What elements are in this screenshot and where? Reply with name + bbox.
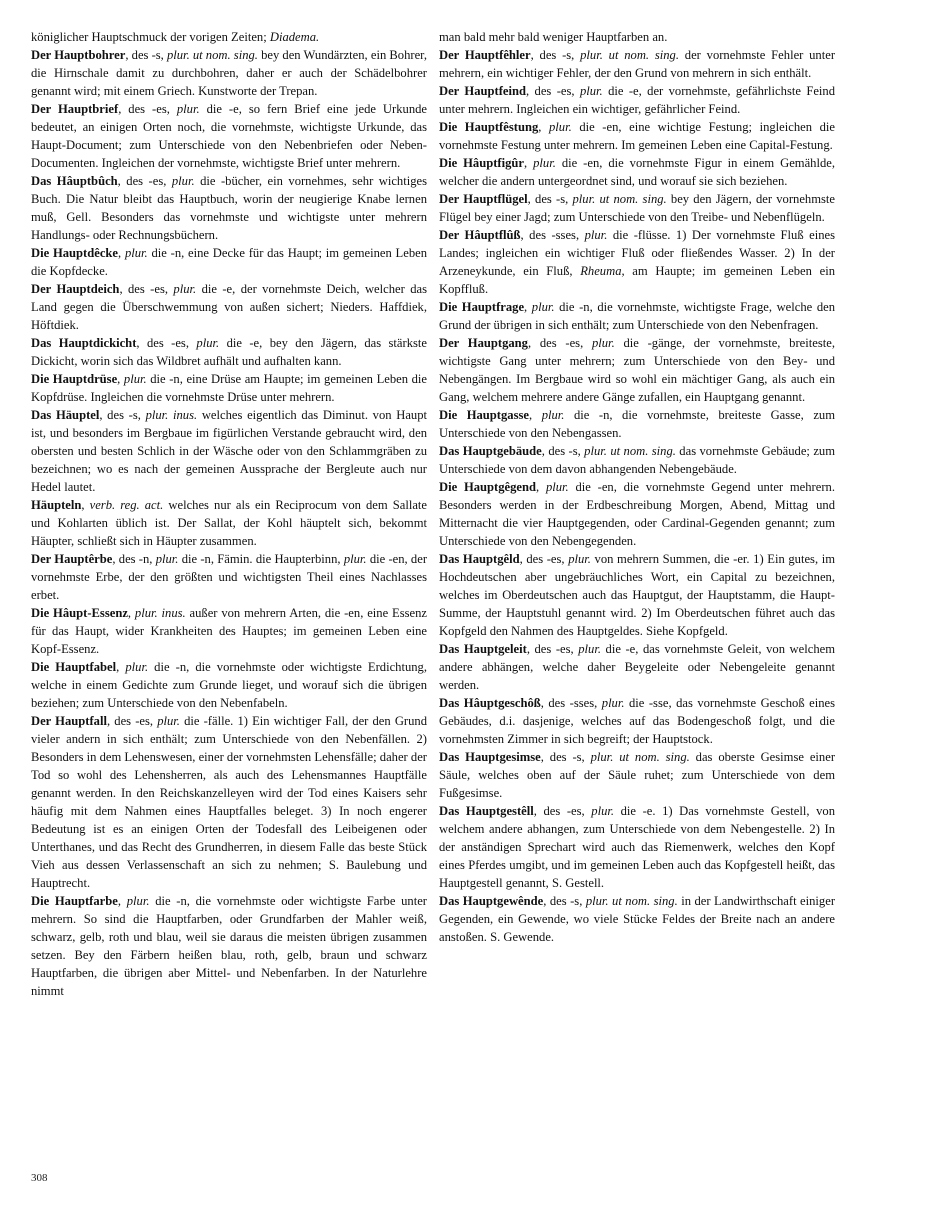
entry-grammar-note: plur. inus. <box>134 606 186 620</box>
entry-text: die -flüsse. 1) Der vornehmste Fluß eines Landes; ingleichen ein wichtiger Fluß oder fließendes Wasser. 2) In der Arzeneykunde, ein Fluß, <box>439 228 835 278</box>
entry-headword: Der Hauptbohrer <box>31 48 126 62</box>
entry-text: die -n, die vornehmste oder wichtigste Erdichtung, welche in einem Gedichte zum Grunde lieget, und worauf sich die übrigen beziehen; zum Unterschiede von den Nebenfabeln. <box>31 660 427 710</box>
entry-headword: Das Hauptgeleit <box>439 642 527 656</box>
entry-text: die -bücher, ein vornehmes, sehr wichtiges Buch. Die Natur bleibt das Hauptbuch, worin der neugierige Knabe lernen muß, Gell. Besonders das vornehmste und wichtigste unter mehrern Handlungs- oder Rechnungsbüchern. <box>31 174 428 242</box>
entry-grammar-note: plur. <box>126 894 150 908</box>
entry-grammar-note: plur. <box>124 246 148 260</box>
entry-text: die -e, so fern Brief eine jede Urkunde bedeutet, an einigen Orten noch, die vornehmste, wichtigste Urkunde, das Haupt-Document; zum Unterschiede von den Nebenbriefen oder Neben-Documenten. Ingleichen der vornehmste, wichtigste Brief unter mehrern. <box>31 102 427 170</box>
entry-text: die -n, die vornehmste oder wichtigste Farbe unter mehrern. So sind die Hauptfarben, oder Grundfarben der Mahler weiß, schwarz, gelb, roth und blau, weil sie daraus die meisten übrigen zusammen setzen. Bey den Färbern heißen blau, roth, gelb, braun und schwarz Hauptfarben, die übrigen aber Mittel- und Nebenfarben. In der Naturlehre nimmt <box>31 894 428 998</box>
dictionary-entry <box>31 892 427 1000</box>
entry-text: die -en, die vornehmste Gegend unter mehrern. Besonders werden in der Erdbeschreibung Morgen, Abend, Mittag und Mitternacht die vier Hauptgegenden, oder Cardinal-Gegenden genannt; zum Unterschiede von den Nebengegenden. <box>439 480 835 548</box>
entry-grammar-note: plur. <box>533 156 556 170</box>
dictionary-entry <box>31 658 427 712</box>
entry-grammar-note: plur. <box>171 174 195 188</box>
entry-headword: Das Hauptgesimse <box>439 750 541 764</box>
entry-headword: Das Hauptgestêll <box>439 804 534 818</box>
entry-grammar-note: plur. <box>123 372 147 386</box>
entry-text: die -n, die vornehmste, breiteste Gasse, zum Unterschiede von den Nebengassen. <box>439 408 836 440</box>
entry-grammar-note: plur. <box>601 696 625 710</box>
dictionary-entry <box>31 172 427 244</box>
entry-grammar-note: plur. <box>578 642 601 656</box>
dictionary-entry <box>439 694 835 748</box>
entry-headword: Der Hauptbrief <box>31 102 119 116</box>
entry-text: , <box>81 498 90 512</box>
entry-headword: Der Hauptflügel <box>439 192 528 206</box>
entry-grammar-note: plur. ut nom. sing. <box>585 894 678 908</box>
entry-grammar-note: plur. <box>541 408 565 422</box>
entry-grammar-note: plur. <box>343 552 367 566</box>
entry-headword: Häupteln <box>31 498 82 512</box>
entry-text: bey den Jägern, der vornehmste Flügel bey einer Jagd; zum Unterschiede von den Treibe- und Nebenflügeln. <box>439 192 836 224</box>
entry-headword: Der Hauptêrbe <box>31 552 113 566</box>
entry-headword: Der Hauptfall <box>31 714 107 728</box>
dictionary-entry <box>439 640 835 694</box>
entry-grammar-note: plur. <box>591 336 615 350</box>
entry-text: die -fälle. 1) Ein wichtiger Fall, der den Grund vieler andern in sich enthält; zum Unterschiede von den Nebenfällen. 2) Besonders in dem Lehenswesen, einer der vornehmsten Lehensfälle; daher der Tod so wohl des Lehensherren, als auch des Lehensmannes Hauptfälle genannt werden. In den Reichskanzelleyen wird der Tod eines Kaisers sehr häufig mit dem Nahmen eines Hauptfalles beleget. 3) In noch engerer Bedeutung ist es an einigen Orten der Todesfall des Leibeigenen oder Unterthanes, und das Recht des Grundherren, in diesem Falle das beste Stück Vieh aus dessen Verlassenschaft an sich zu nehmen; S. Baulebung und Hauptrecht. <box>31 714 428 890</box>
entry-headword: Die Hauptgasse <box>439 408 529 422</box>
entry-headword: Das Hâuptgeschôß <box>439 696 541 710</box>
entry-text: die -e, der vornehmste Deich, welcher das Land gegen die Überschwemmung von außen sichert; Nieders. Haffdiek, Höftdiek. <box>31 282 427 332</box>
entry-headword: Das Hauptgêld <box>439 552 520 566</box>
dictionary-entry <box>439 748 835 802</box>
entry-text: , des -s, <box>99 408 146 422</box>
entry-text: die -e, der vornehmste, gefährlichste Feind unter mehrern. Ingleichen ein wichtiger, gefährlicher Feind. <box>439 84 835 116</box>
entry-text: , <box>524 156 534 170</box>
entry-text: , des -es, <box>526 84 580 98</box>
entry-grammar-note: Diadema. <box>269 30 320 44</box>
entry-text: von mehrern Summen, die -er. 1) Ein gutes, im Hochdeutschen aber ungebräuchliches Wort, ein Capital zu bezeichnen, welches im Oberdeutschen auch das Hauptgut, der Hauptstamm, die Haupt-Summe, der Hauptstuhl genannt wird. 2) Im Oberdeutschen führet auch das Kopfgeld den Nahmen des Hauptgeldes. Siehe Kopfgeld. <box>439 552 835 638</box>
entry-text: die -n, eine Drüse am Haupte; im gemeinen Leben die Kopfdrüse. Ingleichen die vornehmste Drüse unter mehrern. <box>31 372 428 404</box>
entry-text: , des -es, <box>526 642 579 656</box>
entry-text: welches nur als ein Reciprocum von dem Sallate und Kohlarten üblich ist. Der Sallat, der Kohl häuptelt sich, bekommt Häupter, schließt sich in Häupter zusammen. <box>31 498 428 548</box>
entry-text: , <box>536 480 546 494</box>
dictionary-entry <box>439 406 835 442</box>
entry-grammar-note: plur. inus. <box>145 408 198 422</box>
entry-headword: Die Hauptfarbe <box>31 894 118 908</box>
entry-grammar-note: verb. reg. act. <box>89 498 164 512</box>
dictionary-entry <box>439 28 835 46</box>
dictionary-entry <box>31 406 427 496</box>
entry-grammar-note: plur. <box>176 102 200 116</box>
dictionary-entry <box>31 550 427 604</box>
entry-grammar-note: plur. ut nom. sing. <box>166 48 258 62</box>
dictionary-entry <box>439 442 835 478</box>
right-column <box>439 28 835 946</box>
dictionary-entry <box>31 370 427 406</box>
dictionary-entry <box>439 478 835 550</box>
entry-text: die -n, die vornehmste, wichtigste Frage, welche den Grund der übrigen in sich enthält; zum Unterschiede von den Nebenfragen. <box>439 300 836 332</box>
entry-text: , <box>118 246 125 260</box>
entry-grammar-note: plur. ut nom. sing. <box>572 192 667 206</box>
entry-headword: Die Hâuptfigûr <box>439 156 525 170</box>
entry-grammar-note: plur. <box>531 300 555 314</box>
dictionary-entry <box>31 604 427 658</box>
entry-text: , des -es, <box>119 282 174 296</box>
dictionary-entry <box>439 334 835 406</box>
entry-grammar-note: plur. ut nom. sing. <box>584 444 676 458</box>
entry-text: , des -es, <box>118 102 177 116</box>
dictionary-entry <box>439 550 835 640</box>
dictionary-entry <box>439 82 835 118</box>
entry-text: , des -sses, <box>540 696 602 710</box>
entry-text: , <box>116 660 126 674</box>
entry-headword: Die Hauptfabel <box>31 660 117 674</box>
entry-text: welches eigentlich das Diminut. von Haupt ist, und besonders im Bergbaue im figürlichen Verstande gebraucht wird, den obersten und besten Schlich in der Wäsche oder von den Schlammgräben zu bezeichnen; wo es nach der gemeinen Aussprache der Bergleute auch nur Hedel lautet. <box>31 408 428 494</box>
entry-text: die -sse, das vornehmste Geschoß eines Gebäudes, d.i. dasjenige, welches auf das Bodengeschoß folgt, und die vornehmsten Zimmer in sich begreift; der Hauptstock. <box>439 696 835 746</box>
dictionary-entry <box>31 334 427 370</box>
entry-text: , <box>117 894 127 908</box>
entry-grammar-note: plur. ut nom. sing. <box>580 48 679 62</box>
entry-text: man bald mehr bald weniger Hauptfarben an. <box>439 30 668 44</box>
entry-text: die -e, das vornehmste Geleit, von welchem andere abhängen, welche daher Beygeleite oder Nebengeleite genannt werden. <box>439 642 836 692</box>
dictionary-entry <box>31 712 427 892</box>
entry-text: , des -s, <box>530 48 581 62</box>
entry-headword: Der Hauptfêhler <box>439 48 531 62</box>
entry-text: am Haupte; im gemeinen Leben ein Kopffluß. <box>439 264 835 296</box>
entry-text: das vornehmste Gebäude; zum Unterschiede von dem davon abhangenden Nebengebäude. <box>439 444 835 476</box>
dictionary-entry <box>31 280 427 334</box>
entry-text: die -n, Fämin. die Haupterbinn, <box>178 552 344 566</box>
entry-text: , des -s, <box>540 750 591 764</box>
entry-text: das oberste Gesimse einer Säule, welches oben auf der Säule ruhet; zum Unterschiede von dem Fußgesimse. <box>439 750 836 800</box>
entry-text: , <box>538 120 549 134</box>
entry-grammar-note: plur. <box>568 552 591 566</box>
entry-headword: Das Häuptel <box>31 408 100 422</box>
entry-text: die -en, die vornehmste Figur in einem Gemählde, welcher die andern untergeordnet sind, und worauf sie sich beziehen. <box>439 156 836 188</box>
entry-text: , <box>127 606 135 620</box>
entry-text: bey den Wundärzten, ein Bohrer, die Hirnschale damit zu durchbohren, daher er auch der Schädelbohrer genannt wird; mit einem Griech. Kunstworte der Trepan. <box>31 48 427 98</box>
entry-grammar-note: plur. <box>155 552 179 566</box>
dictionary-entry <box>439 46 835 82</box>
entry-grammar-note: plur. <box>545 480 569 494</box>
entry-grammar-note: plur. <box>584 228 608 242</box>
entry-text: , des -es, <box>533 804 592 818</box>
entry-grammar-note: Rheuma, <box>580 264 625 278</box>
entry-text: in der Landwirthschaft einiger Gegenden, ein Gewende, wo viele Stücke Feldes der Breite nach an andere anstoßen. S. Gewende. <box>439 894 836 944</box>
entry-text: , des -es, <box>519 552 569 566</box>
entry-grammar-note: plur. <box>157 714 180 728</box>
entry-text: , <box>524 300 532 314</box>
dictionary-entry <box>31 28 427 46</box>
entry-headword: Die Hauptgêgend <box>439 480 537 494</box>
entry-text: außer von mehrern Arten, die -en, eine Essenz für das Haupt, wider Krankheiten des Hauptes; im gemeinen Leben eine Kopf-Essenz. <box>31 606 427 656</box>
entry-text: die -en, der vornehmste Erbe, der den größten und wichtigsten Theil eines Nachlasses erbet. <box>31 552 428 602</box>
entry-text: die -gänge, der vornehmste, breiteste, wichtigste Gang unter mehrern; zum Unterschiede von den Bey- und Nebengängen. Im Bergbaue wird so wohl ein mächtiger Gang, als auch ein Gang, welchem mehrere andere Gänge zufallen, ein Hauptgang genannt. <box>439 336 835 404</box>
dictionary-entry <box>439 154 835 190</box>
dictionary-entry <box>31 100 427 172</box>
entry-text: die -e. 1) Das vornehmste Gestell, von welchem andere abhangen, zum Unterschiede von dem Nebengestelle. 2) In der anständigen Sprechart wird auch das Riemenwerk, welches den Kopf eines Pferdes umgibt, und im gemeinen Leben auch das Kopfgestell heißt, das Hauptgestell genannt, S. Gestell. <box>439 804 835 890</box>
entry-headword: Das Hauptdickicht <box>31 336 137 350</box>
left-column <box>31 28 427 1000</box>
entry-headword: Die Hauptdêcke <box>31 246 119 260</box>
dictionary-entry <box>31 244 427 280</box>
entry-text: königlicher Hauptschmuck der vorigen Zeiten; <box>31 30 270 44</box>
entry-text: die -e, bey den Jägern, das stärkste Dickicht, worin sich das Wildbret aufhält und aufhalten kann. <box>31 336 428 368</box>
entry-headword: Das Hauptgebäude <box>439 444 542 458</box>
entry-headword: Die Hauptfrage <box>439 300 525 314</box>
entry-grammar-note: plur. <box>196 336 220 350</box>
entry-text: , des -s, <box>541 444 585 458</box>
entry-grammar-note: plur. <box>173 282 197 296</box>
dictionary-entry <box>439 892 835 946</box>
entry-text: , des -s, <box>527 192 573 206</box>
entry-text: , des -n, <box>112 552 156 566</box>
entry-headword: Das Hâuptbûch <box>31 174 118 188</box>
entry-text: die -n, eine Decke für das Haupt; im gemeinen Leben die Kopfdecke. <box>31 246 428 278</box>
entry-grammar-note: plur. <box>579 84 603 98</box>
dictionary-entry <box>439 226 835 298</box>
entry-grammar-note: plur. <box>591 804 615 818</box>
entry-headword: Der Hâuptflûß <box>439 228 521 242</box>
entry-text: der vornehmste Fehler unter mehrern, ein wichtiger Fehler, der den Grund von mehrern in sich enthält. <box>439 48 836 80</box>
dictionary-entry <box>31 46 427 100</box>
dictionary-entry <box>439 118 835 154</box>
entry-text: , des -sses, <box>520 228 585 242</box>
entry-headword: Die Hâupt-Essenz <box>31 606 128 620</box>
entry-text: , <box>117 372 124 386</box>
dictionary-entry <box>439 802 835 892</box>
entry-text: , des -es, <box>117 174 172 188</box>
entry-headword: Der Hauptfeind <box>439 84 527 98</box>
page-number: 308 <box>31 1172 48 1184</box>
dictionary-entry <box>439 298 835 334</box>
entry-text: , des -es, <box>106 714 158 728</box>
entry-grammar-note: plur. <box>548 120 572 134</box>
entry-headword: Der Hauptgang <box>439 336 528 350</box>
entry-text: , <box>529 408 542 422</box>
dictionary-entry <box>31 496 427 550</box>
entry-headword: Der Hauptdeich <box>31 282 120 296</box>
entry-headword: Die Hauptfêstung <box>439 120 539 134</box>
dictionary-entry <box>439 190 835 226</box>
entry-grammar-note: plur. <box>125 660 149 674</box>
entry-text: die -en, eine wichtige Festung; ingleichen die vornehmste Festung unter mehrern. Im gemeinen Leben eine Capital-Festung. <box>439 120 836 152</box>
entry-text: , des -s, <box>543 894 586 908</box>
entry-headword: Das Hauptgewênde <box>439 894 544 908</box>
entry-headword: Die Hauptdrüse <box>31 372 118 386</box>
entry-text: , des -es, <box>527 336 592 350</box>
entry-text: , des -es, <box>136 336 197 350</box>
entry-text: , des -s, <box>125 48 167 62</box>
entry-grammar-note: plur. ut nom. sing. <box>590 750 690 764</box>
